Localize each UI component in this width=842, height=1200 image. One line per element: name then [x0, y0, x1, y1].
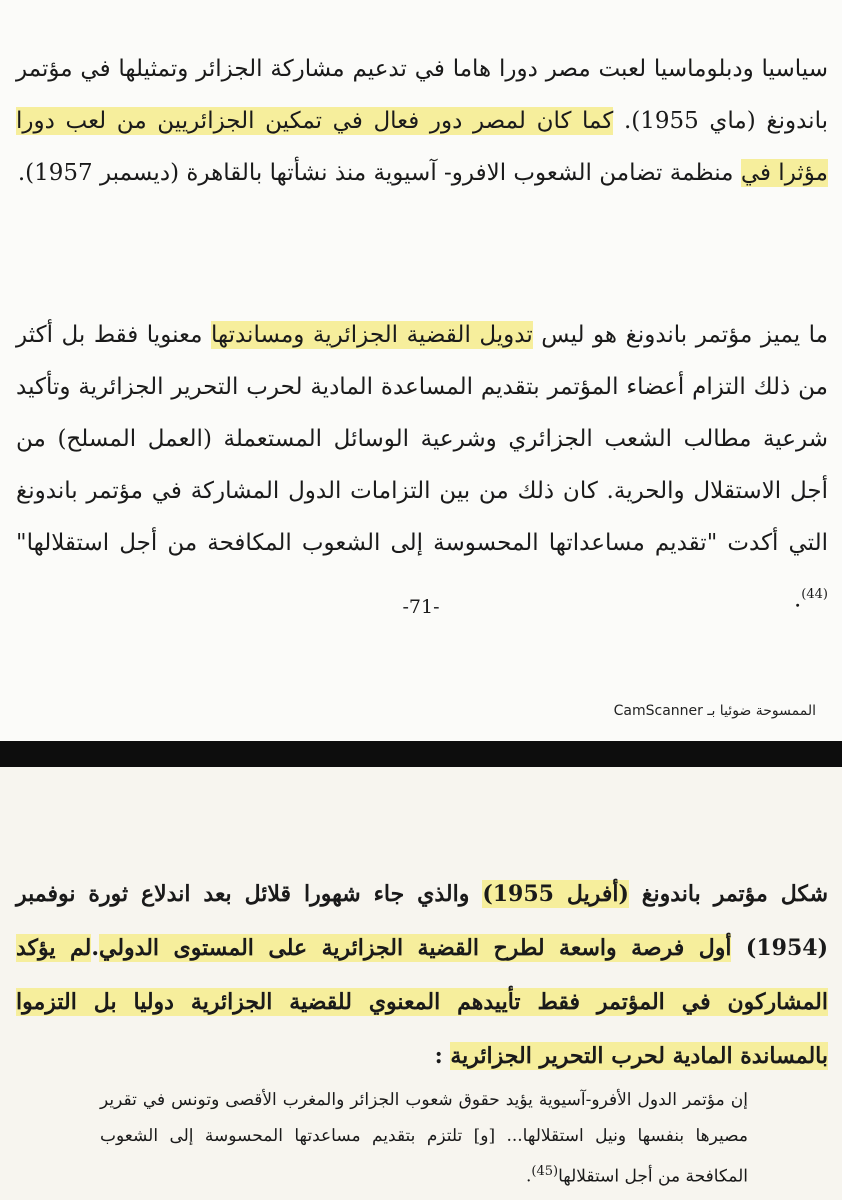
image-divider — [0, 741, 842, 767]
highlighted-text: أول فرصة واسعة لطرح القضية الجزائرية على المستوى الدولي — [99, 935, 732, 961]
paragraph-text: سياسيا ودبلوماسيا لعبت مصر دورا هاما في تدعيم مشاركة الجزائر وتمثيلها في مؤتمر باندونغ (ماي 1955). — [16, 56, 828, 134]
paragraph-egypt-role — [16, 43, 828, 199]
bottom-page-scan — [0, 767, 842, 1200]
paragraph-text: منظمة تضامن الشعوب الافرو- آسيوية منذ نشأتها بالقاهرة (ديسمبر 1957). — [17, 160, 741, 186]
paragraph-text: معنويا فقط بل أكثر من ذلك التزام أعضاء المؤتمر بتقديم المساعدة المادية لحرب التحرير الجزائرية وتأكيد شرعية مطالب الشعب الجزائري وشرعية الوسائل المستعملة (العمل المسلح) من أجل الاستقلال والحرية. كان ذلك من بين التزامات الدول المشاركة في مؤتمر باندونغ التي أكدت "تقديم مساعداتها المحسوسة إلى الشعوب المكافحة من أجل استقلالها" — [16, 322, 828, 556]
highlighted-text: لم يؤكد المشاركون في المؤتمر فقط تأييدهم المعنوي للقضية الجزائرية دوليا بل التزموا بالمساندة المادية لحرب التحرير الجزائرية — [16, 935, 828, 1069]
quote-text: إن مؤتمر الدول الأفرو-آسيوية يؤيد حقوق شعوب الجزائر والمغرب الأقصى وتونس في تقرير مصيرها بنفسها ونيل استقلالها... [و] تلتزم بتقديم مساعدتها المحسوسة إلى الشعوب المكافحة من أجل استقلالها — [100, 1090, 748, 1187]
highlighted-text: تدويل القضية الجزائرية ومساندتها — [210, 322, 533, 348]
paragraph-bandung-distinction — [16, 309, 828, 626]
quote-end: . — [525, 1166, 532, 1187]
paragraph-bandung-opportunity — [16, 867, 828, 1083]
paragraph-text: . — [91, 935, 100, 961]
paragraph-text: شكل مؤتمر باندونغ — [628, 881, 828, 907]
block-quote — [100, 1082, 748, 1195]
footnote-marker: (45) — [531, 1164, 559, 1179]
paragraph-text: : — [434, 1043, 451, 1069]
highlighted-text: كما كان لمصر دور فعال في تمكين الجزائريين من لعب دورا مؤثرا في — [16, 108, 828, 186]
paragraph-text: والذي جاء شهورا قلائل بعد اندلاع ثورة نوفمبر (1954) — [16, 881, 828, 961]
footnote-marker: (44) — [801, 587, 828, 602]
page-number: -71- — [402, 596, 440, 618]
camscanner-watermark: الممسوحة ضوئيا بـ CamScanner — [613, 703, 816, 719]
paragraph-end: . — [793, 586, 802, 613]
paragraph-text: ما يميز مؤتمر باندونغ هو ليس — [532, 322, 828, 348]
highlighted-text: (أفريل 1955) — [482, 881, 629, 907]
